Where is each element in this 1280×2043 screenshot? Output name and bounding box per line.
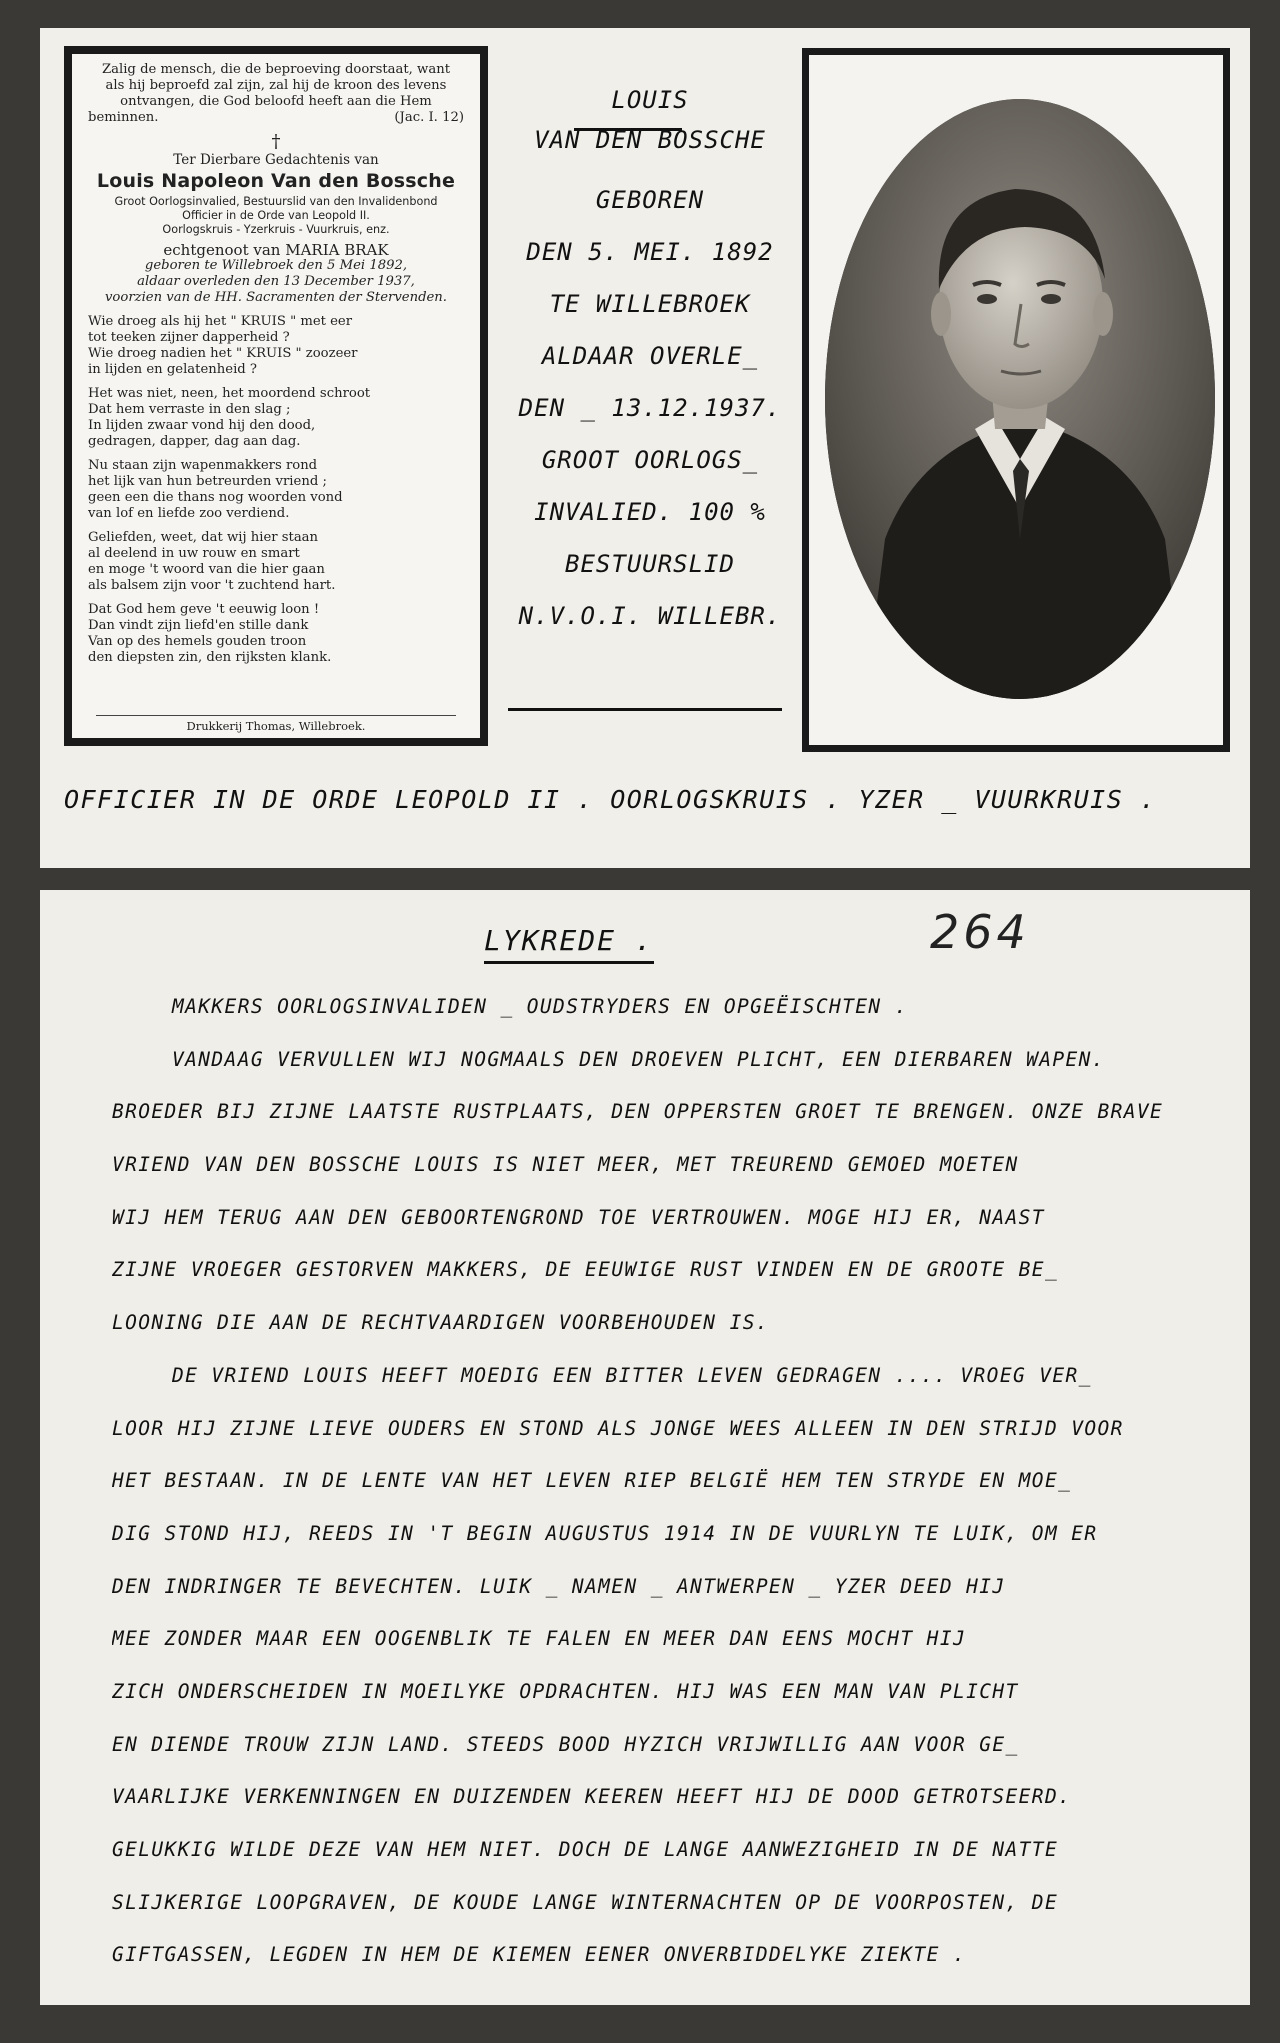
quote-line: ontvangen, die God beloofd heeft aan die Hem xyxy=(120,94,432,109)
quote-line: als hij beproefd zal zijn, zal hij de kroon des levens xyxy=(105,78,447,93)
poem-line: al deelend in uw rouw en smart xyxy=(88,546,300,561)
summary-line: ALDAAR OVERLE_ xyxy=(541,342,759,370)
cross-icon: † xyxy=(271,131,281,152)
eulogy-line: VRIEND VAN DEN BOSSCHE LOUIS IS NIET MEER, MET TREUREND GEMOED MOETEN xyxy=(112,1153,1019,1177)
handwritten-summary xyxy=(500,80,800,642)
poem-stanza xyxy=(88,386,464,450)
eulogy-line: DEN INDRINGER TE BEVECHTEN. LUIK _ NAMEN _ ANTWERPEN _ YZER DEED HIJ xyxy=(112,1574,1006,1598)
summary-line: GROOT OORLOGS_ xyxy=(541,446,759,474)
bible-quote xyxy=(88,62,464,126)
summary-line: TE WILLEBROEK xyxy=(549,290,751,318)
portrait-photo xyxy=(825,99,1215,699)
poem-line: tot teeken zijner dapperheid ? xyxy=(88,330,290,345)
poem-line: Het was niet, neen, het moordend schroot xyxy=(88,386,371,401)
eulogy-line: GIFTGASSEN, LEGDEN IN HEM DE KIEMEN EENER ONVERBIDDELYKE ZIEKTE . xyxy=(112,1943,967,1967)
summary-title-line: VAN DEN BOSSCHE xyxy=(534,126,766,154)
eulogy-line: GELUKKIG WILDE DEZE VAN HEM NIET. DOCH DE LANGE AANWEZIGHEID IN DE NATTE xyxy=(112,1838,1059,1861)
eulogy-line: VAARLIJKE VERKENNINGEN EN DUIZENDEN KEEREN HEEFT HIJ DE DOOD GETROTSEERD. xyxy=(112,1785,1072,1809)
honours-line: OFFICIER IN DE ORDE LEOPOLD II . OORLOGSKRUIS . YZER _ VUURKRUIS . xyxy=(64,785,1157,814)
eulogy-line: MEE ZONDER MAAR EEN OOGENBLIK TE FALEN EN MEER DAN EENS MOCHT HIJ xyxy=(112,1627,967,1651)
eulogy-line: VANDAAG VERVULLEN WIJ NOGMAALS DEN DROEVEN PLICHT, EEN DIERBAREN WAPEN. xyxy=(172,1047,1105,1071)
poem-line: en moge 't woord van die hier gaan xyxy=(88,562,325,577)
poem-line: van lof en liefde zoo verdiend. xyxy=(88,506,290,521)
quote-line: beminnen. xyxy=(88,110,159,125)
eulogy-title: LYKREDE . xyxy=(484,924,654,964)
memorial-card xyxy=(64,46,488,746)
poem-line: Dat God hem geve 't eeuwig loon ! xyxy=(88,602,320,617)
page-number: 264 xyxy=(930,905,1030,959)
poem-line: als balsem zijn voor 't zuchtend hart. xyxy=(88,578,336,593)
portrait-frame xyxy=(802,48,1230,752)
eulogy-line: DIG STOND HIJ, REEDS IN 'T BEGIN AUGUSTUS 1914 IN DE VUURLYN TE LUIK, OM ER xyxy=(112,1521,1098,1545)
eulogy-line: LOOR HIJ ZIJNE LIEVE OUDERS EN STOND ALS JONGE WEES ALLEEN IN DEN STRIJD VOOR xyxy=(112,1416,1124,1440)
poem-line: Wie droeg als hij het " KRUIS " met eer xyxy=(88,314,353,329)
poem-line: Dan vindt zijn liefd'en stille dank xyxy=(88,618,309,633)
poem-stanza xyxy=(88,314,464,378)
title-line: Groot Oorlogsinvalied, Bestuurslid van den Invalidenbond xyxy=(114,195,438,208)
summary-line: DEN _ 13.12.1937. xyxy=(518,394,782,422)
poem-line: Van op des hemels gouden troon xyxy=(88,634,307,649)
poem-line: In lijden zwaar vond hij den dood, xyxy=(88,418,316,433)
eulogy-line: EN DIENDE TROUW ZIJN LAND. STEEDS BOOD HYZICH VRIJWILLIG AAN VOOR GE_ xyxy=(112,1732,1019,1756)
eulogy-line: HET BESTAAN. IN DE LENTE VAN HET LEVEN RIEP BELGIË HEM TEN STRYDE EN MOE_ xyxy=(112,1469,1072,1493)
eulogy-line: ZIJNE VROEGER GESTORVEN MAKKERS, DE EEUWIGE RUST VINDEN EN DE GROOTE BE_ xyxy=(112,1258,1059,1282)
quote-line: Zalig de mensch, die de beproeving doorstaat, want xyxy=(101,62,451,77)
poem-line: Wie droeg nadien het " KRUIS " zoozeer xyxy=(88,346,358,361)
printer-credit: Drukkerij Thomas, Willebroek. xyxy=(96,715,456,734)
summary-line: N.V.O.I. WILLEBR. xyxy=(518,602,782,630)
poem-stanza xyxy=(88,602,464,666)
eulogy-line: SLIJKERIGE LOOPGRAVEN, DE KOUDE LANGE WINTERNACHTEN OP DE VOORPOSTEN, DE xyxy=(112,1890,1059,1914)
summary-bottom-rule xyxy=(508,708,782,711)
deceased-name: Louis Napoleon Van den Bossche xyxy=(96,170,456,192)
eulogy-line: LOONING DIE AAN DE RECHTVAARDIGEN VOORBEHOUDEN IS. xyxy=(112,1311,769,1335)
eulogy-line: DE VRIEND LOUIS HEEFT MOEDIG EEN BITTER LEVEN GEDRAGEN .... VROEG VER_ xyxy=(172,1363,1092,1387)
poem-stanza xyxy=(88,458,464,522)
quote-last-row xyxy=(88,110,464,126)
poem-line: Geliefden, weet, dat wij hier staan xyxy=(88,530,319,545)
poem-line: in lijden en gelatenheid ? xyxy=(88,362,257,377)
summary-title-line: LOUIS xyxy=(611,86,689,114)
poem-line: Dat hem verraste in den slag ; xyxy=(88,402,291,417)
title-line: Officier in de Orde van Leopold II. xyxy=(182,209,370,222)
poem-line: den diepsten zin, den rijksten klank. xyxy=(88,650,332,665)
poem-line: gedragen, dapper, dag aan dag. xyxy=(88,434,301,449)
memorial-intro: Ter Dierbare Gedachtenis van xyxy=(173,152,379,168)
title-line: Oorlogskruis - Yzerkruis - Vuurkruis, enz. xyxy=(162,223,390,236)
summary-line: DEN 5. MEI. 1892 xyxy=(526,238,774,266)
summary-line: GEBOREN xyxy=(595,186,705,214)
dates-line: voorzien van de HH. Sacramenten der Stervenden. xyxy=(104,290,447,305)
eulogy-line: MAKKERS OORLOGSINVALIDEN _ OUDSTRYDERS EN OPGEËISCHTEN . xyxy=(172,995,908,1018)
poem-line: geen een die thans nog woorden vond xyxy=(88,490,343,505)
eulogy-line: WIJ HEM TERUG AAN DEN GEBOORTENGROND TOE VERTROUWEN. MOGE HIJ ER, NAAST xyxy=(112,1205,1045,1229)
dates-line: geboren te Willebroek den 5 Mei 1892, xyxy=(144,258,408,273)
summary-line: INVALIED. 100 % xyxy=(534,498,766,526)
poem-stanza xyxy=(88,530,464,594)
quote-reference: (Jac. I. 12) xyxy=(394,110,464,125)
eulogy-line: ZICH ONDERSCHEIDEN IN MOEILYKE OPDRACHTEN. HIJ WAS EEN MAN VAN PLICHT xyxy=(112,1679,1019,1703)
portrait-illustration xyxy=(825,99,1215,699)
dates-line: aldaar overleden den 13 December 1937, xyxy=(137,274,415,289)
poem-line: het lijk van hun betreurden vriend ; xyxy=(88,474,327,489)
summary-line: BESTUURSLID xyxy=(565,550,735,578)
eulogy-line: BROEDER BIJ ZIJNE LAATSTE RUSTPLAATS, DEN OPPERSTEN GROET TE BRENGEN. ONZE BRAVE xyxy=(112,1100,1164,1124)
spouse-line: echtgenoot van MARIA BRAK xyxy=(163,241,389,259)
eulogy-text xyxy=(112,985,1232,1986)
poem-line: Nu staan zijn wapenmakkers rond xyxy=(88,458,318,473)
